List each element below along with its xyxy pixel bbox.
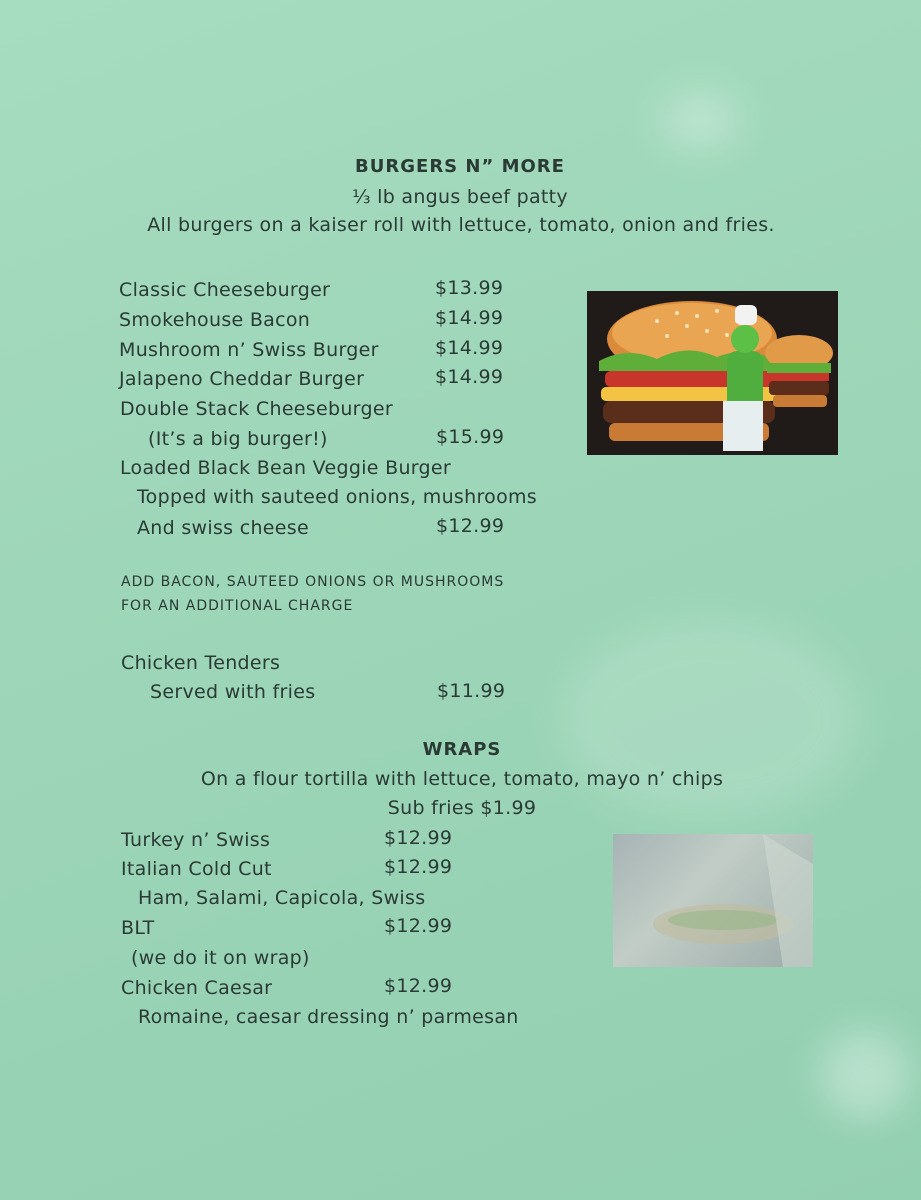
menu-item-price: $14.99 [435, 307, 504, 329]
menu-item-note: (It’s a big burger!) [148, 428, 328, 450]
wrap-photo [613, 834, 813, 967]
menu-item-price: $11.99 [437, 680, 506, 702]
menu-item-price: $12.99 [384, 827, 453, 849]
glare-spot [560, 620, 860, 820]
menu-item-price: $13.99 [435, 277, 504, 299]
menu-item-price: $12.99 [384, 856, 453, 878]
menu-item-name: Chicken Tenders [121, 652, 281, 674]
burger-photo [587, 291, 838, 455]
addon-note: FOR AN ADDITIONAL CHARGE [121, 598, 354, 614]
menu-item-price: $12.99 [384, 975, 453, 997]
menu-item-name: Classic Cheeseburger [119, 279, 331, 301]
menu-item-name: Turkey n’ Swiss [121, 829, 271, 851]
menu-item-note: Ham, Salami, Capicola, Swiss [138, 887, 426, 909]
menu-item-note: And swiss cheese [137, 517, 309, 539]
wraps-title: WRAPS [422, 739, 502, 760]
menu-item-price: $12.99 [436, 515, 505, 537]
menu-item-price: $12.99 [384, 915, 453, 937]
burgers-description: All burgers on a kaiser roll with lettuce, tomato, onion and fries. [147, 214, 775, 236]
menu-item-price: $14.99 [435, 337, 504, 359]
menu-item-name: Double Stack Cheeseburger [120, 398, 393, 420]
glare-spot [820, 1030, 910, 1120]
menu-item-name: BLT [121, 917, 155, 939]
menu-item-name: Chicken Caesar [121, 977, 273, 999]
menu-item-price: $15.99 [436, 426, 505, 448]
wraps-sub-fries: Sub fries $1.99 [387, 797, 537, 819]
glare-spot [660, 90, 740, 150]
addon-note: ADD BACON, SAUTEED ONIONS OR MUSHROOMS [121, 574, 505, 590]
menu-item-name: Mushroom n’ Swiss Burger [119, 339, 379, 361]
burgers-subtitle: ⅓ lb angus beef patty [352, 186, 568, 208]
menu-item-note: Topped with sauteed onions, mushrooms [137, 486, 538, 508]
menu-item-name: Italian Cold Cut [121, 858, 272, 880]
burger-illustration [587, 291, 838, 455]
menu-item-name: Jalapeno Cheddar Burger [119, 368, 365, 390]
burgers-title: BURGERS N” MORE [355, 156, 565, 177]
wrap-illustration [613, 834, 813, 967]
wraps-description: On a flour tortilla with lettuce, tomato, mayo n’ chips [200, 768, 724, 790]
menu-item-note: Romaine, caesar dressing n’ parmesan [138, 1006, 519, 1028]
menu-item-note: Served with fries [150, 681, 316, 703]
menu-item-name: Smokehouse Bacon [119, 309, 311, 331]
menu-item-name: Loaded Black Bean Veggie Burger [120, 457, 452, 479]
menu-item-price: $14.99 [435, 366, 504, 388]
menu-item-note: (we do it on wrap) [131, 947, 310, 969]
